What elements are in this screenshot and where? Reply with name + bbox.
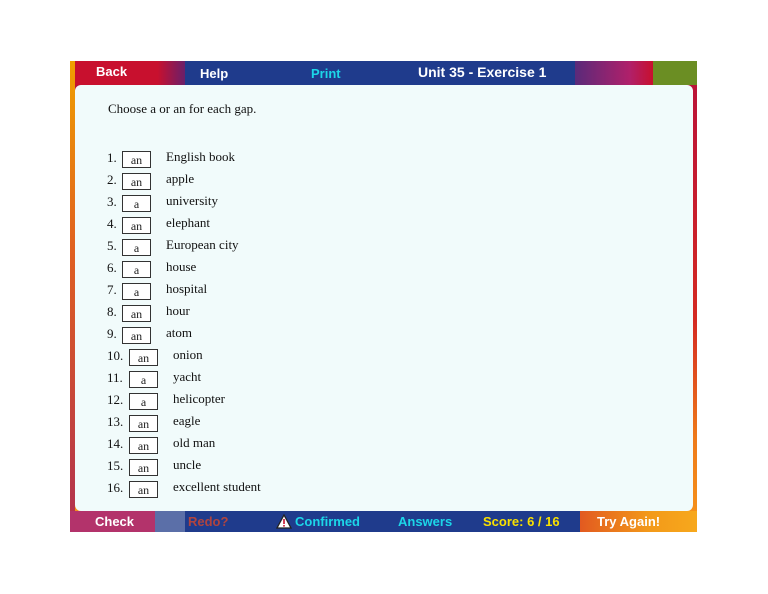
- question-number: 5.: [107, 238, 117, 253]
- question-word: old man: [173, 435, 216, 450]
- answer-field[interactable]: an: [122, 173, 151, 190]
- redo-button[interactable]: Redo?: [188, 514, 229, 529]
- question-word: European city: [166, 237, 239, 252]
- answer-field[interactable]: a: [122, 261, 151, 278]
- question-word: hour: [166, 303, 190, 318]
- exercise-window: [70, 61, 697, 532]
- answer-field[interactable]: an: [129, 415, 158, 432]
- question-number: 13.: [107, 414, 124, 429]
- page-title: Unit 35 - Exercise 1: [418, 64, 547, 80]
- answer-field[interactable]: an: [122, 217, 151, 234]
- question-word: onion: [173, 347, 203, 362]
- question-number: 12.: [107, 392, 124, 407]
- confirmed-toggle[interactable]: [276, 514, 360, 529]
- score-display: Score: 6 / 16: [483, 514, 560, 529]
- question-number: 16.: [107, 480, 124, 495]
- try-again-button[interactable]: Try Again!: [597, 514, 661, 529]
- warning-icon: [276, 514, 292, 529]
- toolbar-bg-purple: [575, 61, 653, 85]
- question-word: apple: [166, 171, 195, 186]
- answer-field[interactable]: a: [122, 283, 151, 300]
- question-word: university: [166, 193, 218, 208]
- confirmed-label: Confirmed: [295, 514, 360, 529]
- question-word: house: [166, 259, 197, 274]
- question-number: 11.: [107, 370, 123, 385]
- answer-field[interactable]: an: [129, 349, 158, 366]
- question-word: atom: [166, 325, 192, 340]
- instructions: Choose a or an for each gap.: [108, 101, 257, 116]
- answer-field[interactable]: an: [129, 459, 158, 476]
- question-word: helicopter: [173, 391, 225, 406]
- answer-field[interactable]: a: [129, 393, 158, 410]
- toolbar-bg-green: [653, 61, 697, 85]
- question-number: 7.: [107, 282, 117, 297]
- bottombar-bg-slate: [155, 511, 185, 532]
- top-toolbar: [70, 61, 697, 85]
- answer-field[interactable]: an: [129, 437, 158, 454]
- exercise-panel: [75, 85, 693, 511]
- back-button[interactable]: Back: [96, 64, 128, 79]
- question-word: eagle: [173, 413, 201, 428]
- question-number: 14.: [107, 436, 124, 451]
- question-number: 1.: [107, 150, 117, 165]
- question-word: yacht: [173, 369, 202, 384]
- question-number: 15.: [107, 458, 124, 473]
- question-number: 3.: [107, 194, 117, 209]
- answer-field[interactable]: a: [122, 195, 151, 212]
- question-number: 4.: [107, 216, 117, 231]
- question-number: 8.: [107, 304, 117, 319]
- help-button[interactable]: Help: [200, 66, 229, 81]
- question-number: 9.: [107, 326, 117, 341]
- answers-button[interactable]: Answers: [398, 514, 453, 529]
- bottom-toolbar: [70, 511, 697, 532]
- answer-field[interactable]: a: [122, 239, 151, 256]
- question-word: hospital: [166, 281, 208, 296]
- question-word: elephant: [166, 215, 211, 230]
- question-number: 6.: [107, 260, 117, 275]
- print-button[interactable]: Print: [311, 66, 341, 81]
- question-word: uncle: [173, 457, 202, 472]
- question-word: excellent student: [173, 479, 261, 494]
- question-word: English book: [166, 149, 235, 164]
- question-number: 10.: [107, 348, 124, 363]
- question-number: 2.: [107, 172, 117, 187]
- check-button[interactable]: Check: [95, 514, 135, 529]
- answer-field[interactable]: a: [129, 371, 158, 388]
- answer-field[interactable]: an: [122, 327, 151, 344]
- answer-field[interactable]: an: [122, 305, 151, 322]
- answer-field[interactable]: an: [129, 481, 158, 498]
- answer-field[interactable]: an: [122, 151, 151, 168]
- toolbar-bg-red: [75, 61, 185, 85]
